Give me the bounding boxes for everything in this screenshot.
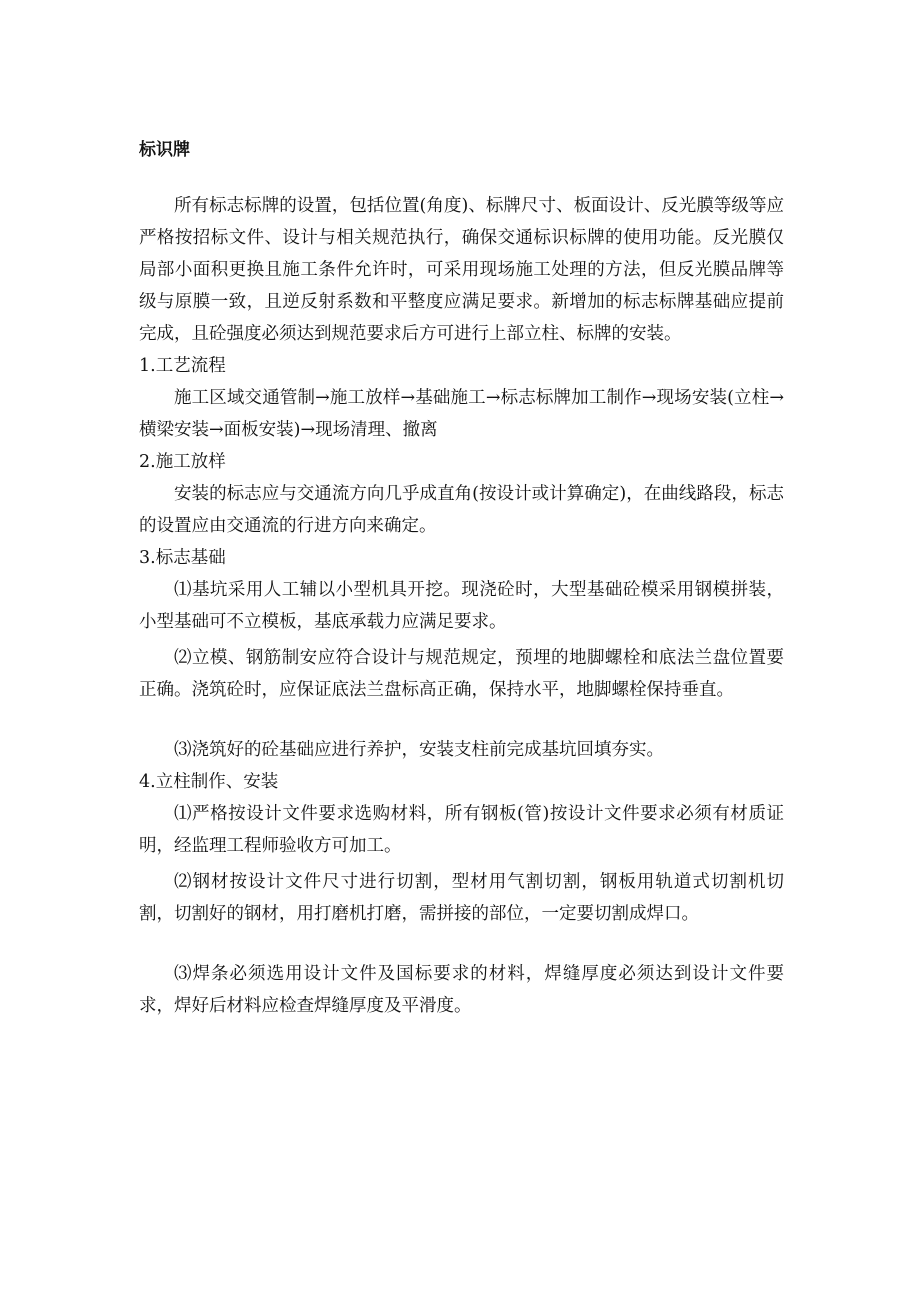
section-heading-layout: 2.施工放样 bbox=[139, 452, 226, 472]
document-body bbox=[139, 190, 784, 1022]
paragraph-column-2: ⑵钢材按设计文件尺寸进行切割，型材用气割切割，钢板用轨道式切割机切割，切割好的钢材，用打磨机打磨，需拼接的部位，一定要切割成焊口。 bbox=[139, 872, 784, 924]
paragraph-spacer bbox=[139, 706, 784, 734]
paragraph-foundation-1: ⑴基坑采用人工辅以小型机具开挖。现浇砼时，大型基础砼模采用钢模拼装，小型基础可不立模板，基底承载力应满足要求。 bbox=[139, 580, 784, 632]
section-heading-column: 4.立柱制作、安装 bbox=[139, 772, 279, 792]
paragraph-column-3: ⑶焊条必须选用设计文件及国标要求的材料，焊缝厚度必须达到设计文件要求，焊好后材料应检查焊缝厚度及平滑度。 bbox=[139, 964, 784, 1016]
intro-paragraph: 所有标志标牌的设置，包括位置(角度)、标牌尺寸、板面设计、反光膜等级等应严格按招标文件、设计与相关规范执行，确保交通标识标牌的使用功能。反光膜仅局部小面积更换且施工条件允许时，可采用现场施工处理的方法，但反光膜品牌等级与原膜一致，且逆反射系数和平整度应满足要求。新增加的标志标牌基础应提前完成，且砼强度必须达到规范要求后方可进行上部立柱、标牌的安装。 bbox=[139, 196, 784, 344]
paragraph-spacer bbox=[139, 930, 784, 958]
document-title: 标识牌 bbox=[139, 140, 190, 160]
paragraph-process-flow: 施工区域交通管制→施工放样→基础施工→标志标牌加工制作→现场安装(立柱→横梁安装→面板安装)→现场清理、撤离 bbox=[139, 388, 784, 440]
paragraph-column-1: ⑴严格按设计文件要求选购材料，所有钢板(管)按设计文件要求必须有材质证明，经监理工程师验收方可加工。 bbox=[139, 804, 784, 856]
section-heading-process: 1.工艺流程 bbox=[139, 356, 226, 376]
section-heading-foundation: 3.标志基础 bbox=[139, 548, 226, 568]
paragraph-foundation-3: ⑶浇筑好的砼基础应进行养护，安装支柱前完成基坑回填夯实。 bbox=[174, 740, 664, 760]
paragraph-foundation-2: ⑵立模、钢筋制安应符合设计与规范规定，预埋的地脚螺栓和底法兰盘位置要正确。浇筑砼时，应保证底法兰盘标高正确，保持水平，地脚螺栓保持垂直。 bbox=[139, 648, 784, 700]
paragraph-layout: 安装的标志应与交通流方向几乎成直角(按设计或计算确定)，在曲线路段，标志的设置应由交通流的行进方向来确定。 bbox=[139, 484, 784, 536]
